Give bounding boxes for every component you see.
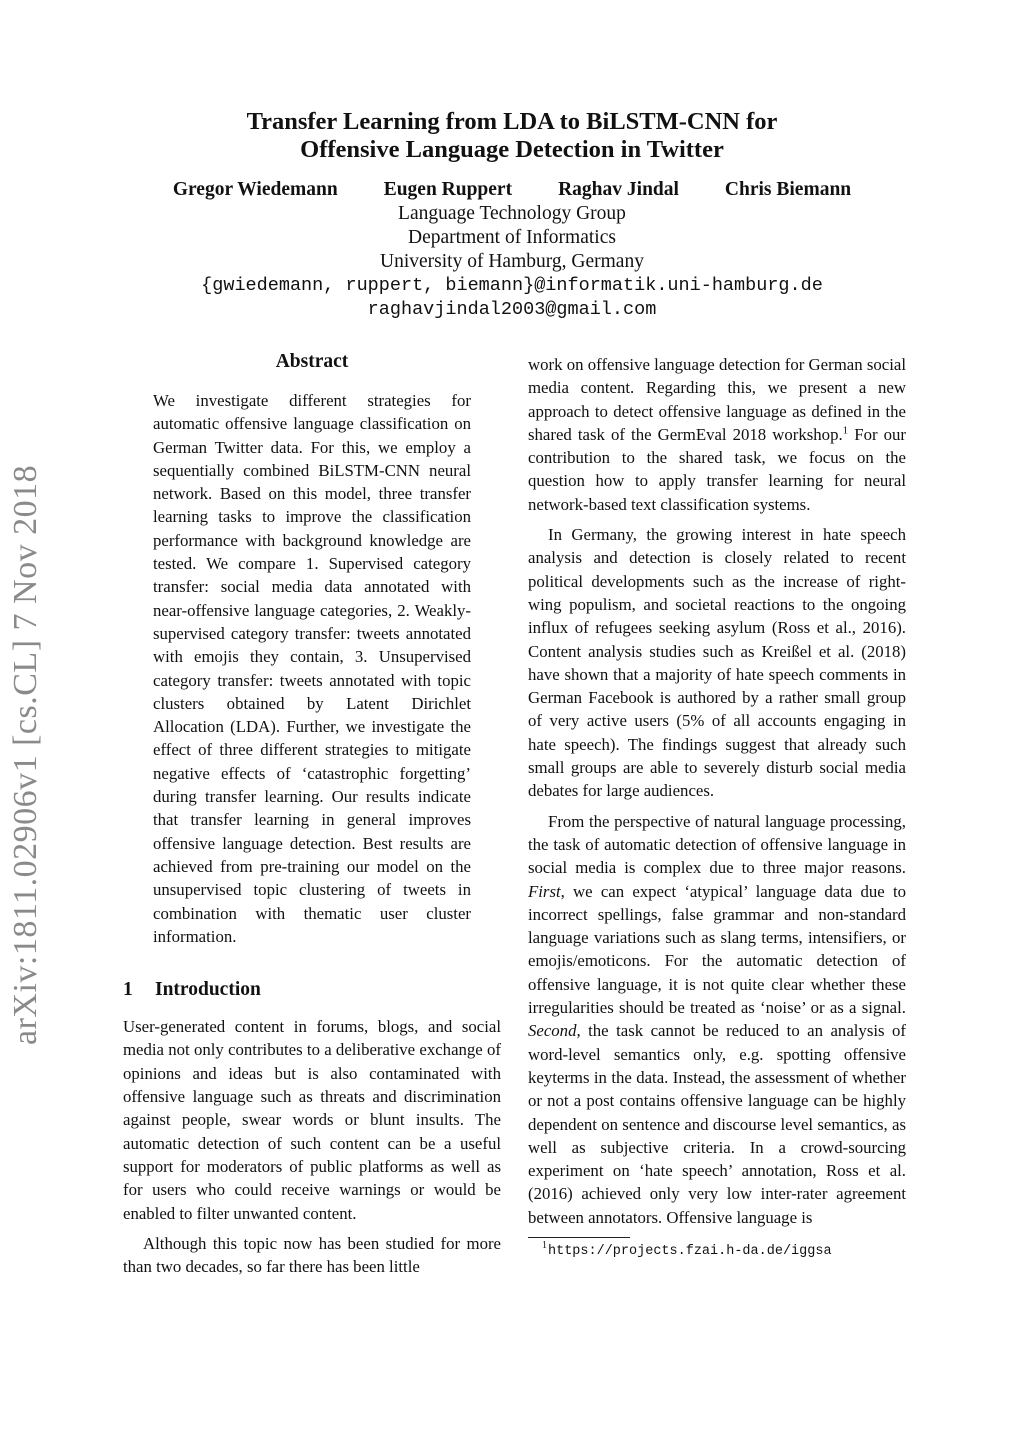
footnote-url[interactable]: https://projects.fzai.h-da.de/iggsa bbox=[548, 1243, 832, 1259]
title-line-2: Offensive Language Detection in Twitter bbox=[300, 136, 724, 163]
author-3: Raghav Jindal bbox=[558, 179, 679, 200]
affiliation-group: Language Technology Group bbox=[398, 203, 626, 224]
right-paragraph-2: In Germany, the growing interest in hate speech analysis and detection is closely related to recent political developments such as the increase of right-wing populism, and societal reactions to the ongoing influx of refugees seeking asylum (Ross et al., 2016). Content analysis studies such as Kreißel et al. (2018) have shown that a majority of hate speech comments in German Facebook is authored by a rather small group of very active users (5% of all accounts engaging in hate speech). The findings suggest that already such small groups are able to severely disturb social media debates for large audiences. bbox=[528, 525, 906, 801]
footnote-number: 1 bbox=[542, 1240, 547, 1252]
title-line-1: Transfer Learning from LDA to BiLSTM-CNN for bbox=[246, 108, 778, 135]
right-paragraph-3 bbox=[528, 810, 906, 1229]
author-emails: {gwiedemann, ruppert, biemann}@informatik.uni-hamburg.de bbox=[201, 275, 823, 296]
intro-paragraph-2: Although this topic now has been studied for more than two decades, so far there has been little bbox=[123, 1233, 501, 1277]
section-heading-introduction bbox=[123, 978, 501, 1002]
footnote-divider bbox=[528, 1237, 630, 1238]
right-paragraph-1-text-a: work on offensive language detection for German social media content. Regarding this, we present a new approach to detect offensive language as defined in the shared task of the GermEval 2018 workshop. bbox=[528, 355, 906, 444]
paper-title bbox=[0, 108, 1024, 164]
author-email-2: raghavjindal2003@gmail.com bbox=[367, 299, 657, 320]
affiliation-department: Department of Informatics bbox=[408, 227, 616, 248]
author-4: Chris Biemann bbox=[724, 179, 852, 200]
author-2: Eugen Ruppert bbox=[383, 179, 513, 200]
emphasis-first: First bbox=[528, 881, 561, 901]
affiliation-university: University of Hamburg, Germany bbox=[380, 251, 644, 272]
emphasis-second: Second bbox=[528, 1021, 577, 1041]
right-paragraph-3-text-c: , the task cannot be reduced to an analysis of word-level semantics only, e.g. spotting offensive keyterms in the data. Instead, the assessment of whether or not a post contains offensive language can be highly dependent on sentence and discourse level semantics, as well as subjective criteria. In a crowd-sourcing experiment on ‘hate speech’ annotation, Ross et al. (2016) achieved only very low inter-rater agreement between annotators. Offensive language is bbox=[528, 1021, 906, 1227]
right-paragraph-3-text-a: From the perspective of natural language processing, the task of automatic detection of offensive language in social media is complex due to three major reasons. bbox=[528, 811, 906, 878]
footnote bbox=[528, 1242, 906, 1261]
left-column bbox=[123, 350, 501, 1278]
right-column bbox=[528, 353, 906, 1261]
section-number: 1 bbox=[123, 979, 133, 1001]
author-1: Gregor Wiedemann bbox=[172, 179, 338, 200]
abstract-text: We investigate different strategies for automatic offensive language classification on German Twitter data. For this, we employ a sequentially combined BiLSTM-CNN neural network. Based on this model, three transfer learning tasks to improve the classification performance with background knowledge are tested. We compare 1. Supervised category transfer: social media data annotated with near-offensive language categories, 2. Weakly-supervised category transfer: tweets annotated with emojis they contain, 3. Unsupervised category transfer: tweets annotated with topic clusters obtained by Latent Dirichlet Allocation (LDA). Further, we investigate the effect of three different strategies to mitigate negative effects of ‘catastrophic forgetting’ during transfer learning. Our results indicate that transfer learning in general improves offensive language detection. Best results are achieved from pre-training our model on the unsupervised topic clustering of tweets in combination with thematic user cluster information. bbox=[153, 391, 471, 946]
author-list bbox=[0, 178, 1024, 202]
section-title: Introduction bbox=[155, 979, 261, 1001]
footnote-marker: 1 bbox=[842, 424, 849, 437]
right-paragraph-1-text-b: For our contribution to the shared task, we focus on the question how to apply transfer learning for neural network-based text classification systems. bbox=[528, 424, 907, 514]
arxiv-stamp: arXiv:1811.02906v1 [cs.CL] 7 Nov 2018 bbox=[7, 464, 44, 1045]
paper-header bbox=[0, 108, 1024, 322]
abstract-heading: Abstract bbox=[275, 351, 349, 372]
right-paragraph-1 bbox=[528, 353, 906, 516]
intro-paragraph-1: User-generated content in forums, blogs, and social media not only contributes to a deliberative exchange of opinions and ideas but is also contaminated with offensive language such as threats and discrimination against people, swear words or blunt insults. The automatic detection of such content can be a useful support for moderators of public platforms as well as for users who could receive warnings or would be enabled to filter unwanted content. bbox=[123, 1017, 501, 1223]
right-paragraph-3-text-b: , we can expect ‘atypical’ language data due to incorrect spellings, false grammar and non-standard language variations such as slang terms, intensifiers, or emojis/emoticons. For the automatic detection of offensive language, it is not quite clear whether these irregularities should be treated as ‘noise’ or as a signal. bbox=[528, 881, 906, 1018]
